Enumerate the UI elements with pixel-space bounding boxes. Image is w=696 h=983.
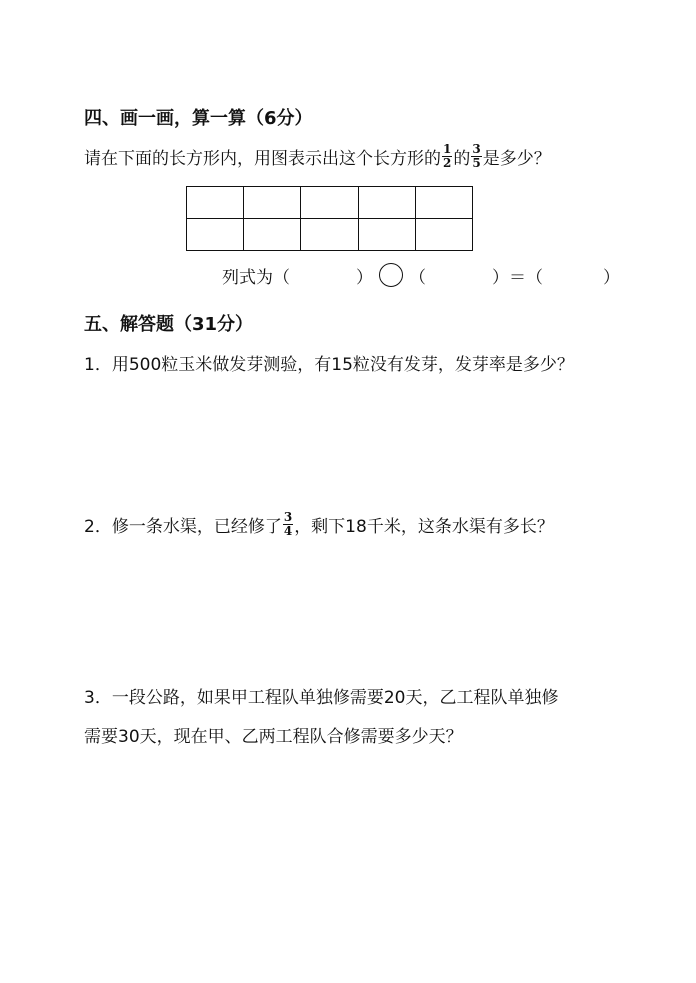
grid-cell[interactable] [358, 187, 415, 219]
grid-cell[interactable] [244, 187, 301, 219]
question-2 [84, 506, 554, 542]
fraction-denominator: 2 [443, 155, 452, 170]
question-2-before: 2．修一条水渠，已经修了 [84, 516, 282, 537]
formula-equals: ）＝（ [492, 267, 543, 288]
grid-cell[interactable] [187, 187, 244, 219]
section4-title: 四、画一画，算一算（6分） [84, 108, 313, 129]
formula-line [222, 262, 620, 288]
formula-paren-open: （ [409, 267, 426, 288]
question-3-line-2: 需要30天，现在甲、乙两工程队合修需要多少天？ [84, 727, 463, 747]
fraction-numerator: 1 [443, 141, 452, 156]
grid-cell[interactable] [301, 187, 358, 219]
formula-end: ） [603, 267, 620, 288]
grid-cell[interactable] [415, 219, 472, 251]
prompt-text-before: 请在下面的长方形内，用图表示出这个长方形的 [84, 148, 441, 169]
fraction-three-fifths [471, 143, 481, 170]
section5-title: 五、解答题（31分） [84, 314, 254, 335]
rectangle-grid [186, 186, 473, 251]
formula-paren-close: ） [356, 267, 373, 288]
fraction-numerator: 3 [472, 141, 481, 156]
operator-circle[interactable] [379, 263, 403, 287]
grid-row [187, 187, 473, 219]
grid-cell[interactable] [301, 219, 358, 251]
grid-cell[interactable] [187, 219, 244, 251]
prompt-text-after: 是多少？ [482, 148, 551, 169]
question-2-after: ，剩下18千米，这条水渠有多长？ [294, 516, 554, 537]
prompt-text-mid: 的 [453, 148, 471, 169]
fraction-three-quarters [283, 511, 293, 538]
formula-label: 列式为（ [222, 267, 290, 288]
grid-cell[interactable] [415, 187, 472, 219]
grid-cell[interactable] [358, 219, 415, 251]
fraction-one-half [442, 143, 452, 170]
fraction-denominator: 4 [283, 523, 293, 538]
grid-cell[interactable] [244, 219, 301, 251]
grid-row [187, 219, 473, 251]
question-1: 1．用500粒玉米做发芽测验，有15粒没有发芽，发芽率是多少？ [84, 355, 574, 375]
question-3-line-1: 3．一段公路，如果甲工程队单独修需要20天，乙工程队单独修 [84, 688, 559, 708]
fraction-numerator: 3 [283, 509, 293, 524]
section4-prompt [84, 138, 551, 174]
fraction-denominator: 5 [472, 155, 481, 170]
